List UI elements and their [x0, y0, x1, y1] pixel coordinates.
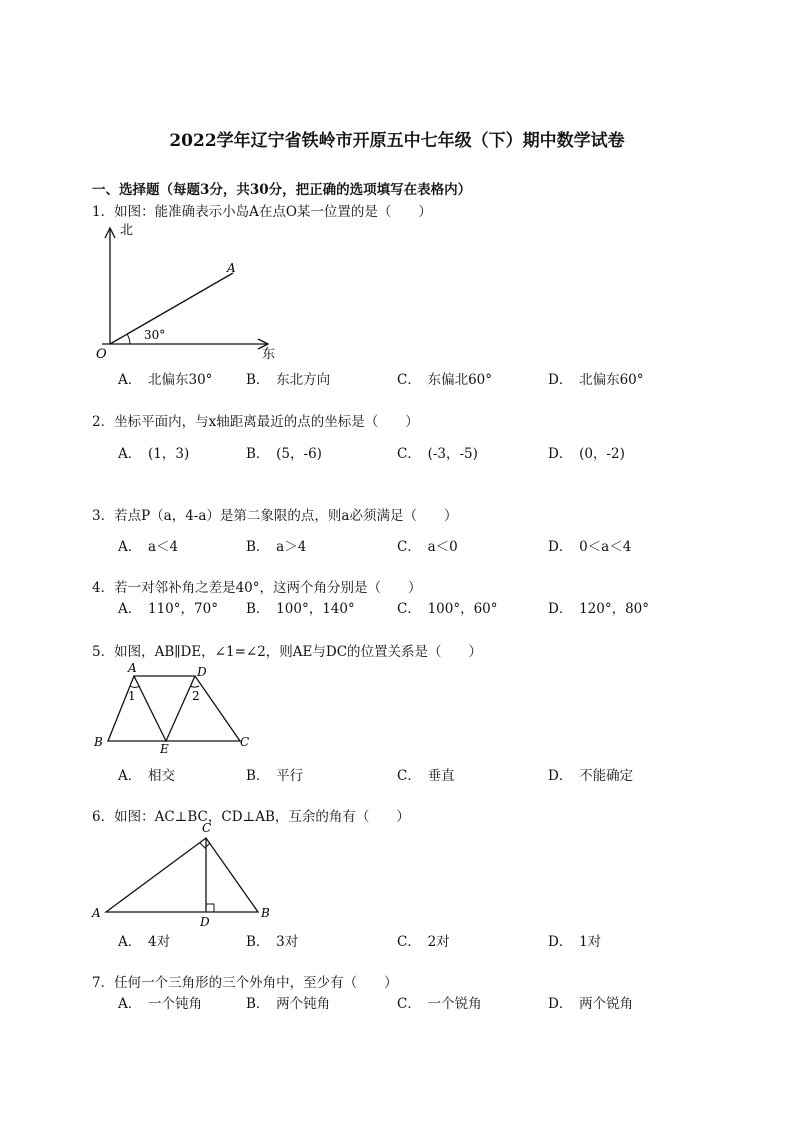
question-4-option-d: D． 120°，80° — [548, 601, 650, 617]
question-5-option-b: B． 平行 — [246, 768, 304, 784]
question-5-option-c: C． 垂直 — [397, 768, 455, 784]
label-c: C — [202, 821, 212, 835]
question-6-option-b: B． 3对 — [246, 934, 299, 950]
label-c: C — [240, 735, 250, 749]
question-7-option-c: C． 一个锐角 — [397, 996, 482, 1012]
question-2-text: 2．坐标平面内，与x轴距离最近的点的坐标是（ ） — [92, 414, 419, 430]
question-6-option-d: D． 1对 — [548, 934, 602, 950]
angle-label: 30° — [144, 328, 166, 342]
origin-label: O — [96, 347, 107, 362]
label-b: B — [261, 906, 270, 920]
question-7-option-a: A． 一个钝角 — [118, 996, 202, 1012]
question-5-option-d: D． 不能确定 — [548, 768, 634, 784]
label-d: D — [200, 915, 210, 929]
question-6-option-a: A． 4对 — [118, 934, 171, 950]
question-4-option-c: C． 100°，60° — [397, 601, 498, 617]
question-4-option-b: B． 100°，140° — [246, 601, 355, 617]
label-a: A — [128, 661, 137, 675]
question-1-text: 1．如图：能准确表示小岛A在点O某一位置的是（ ） — [92, 204, 432, 220]
question-2-option-d: D． (0，-2) — [548, 446, 625, 462]
label-b: B — [94, 735, 103, 749]
north-label: 北 — [120, 223, 134, 238]
east-label: 东 — [262, 347, 276, 362]
question-2-option-c: C． (-3，-5) — [397, 446, 478, 462]
figure-parallel-lines — [90, 660, 260, 756]
question-3-option-c: C． a＜0 — [397, 539, 458, 555]
angle-2-arc — [190, 686, 199, 687]
triangle-abc — [106, 838, 258, 912]
question-4-option-a: A． 110°，70° — [118, 601, 218, 617]
label-a: A — [92, 906, 101, 920]
angle-arc — [127, 334, 130, 344]
figure-compass-direction — [90, 222, 290, 364]
question-7-option-b: B． 两个钝角 — [246, 996, 331, 1012]
question-1-option-d: D． 北偏东60° — [548, 372, 644, 388]
question-1-option-b: B． 东北方向 — [246, 372, 331, 388]
question-1-option-a: A． 北偏东30° — [118, 372, 213, 388]
question-6-option-c: C． 2对 — [397, 934, 450, 950]
point-a-label: A — [227, 261, 236, 275]
question-3-text: 3．若点P（a，4-a）是第二象限的点，则a必须满足（ ） — [92, 508, 458, 524]
question-4-text: 4．若一对邻补角之差是40°，这两个角分别是（ ） — [92, 580, 422, 596]
label-angle-1: 1 — [128, 689, 136, 703]
label-angle-2: 2 — [192, 689, 200, 703]
label-e: E — [160, 742, 169, 756]
question-2-option-a: A． (1，3) — [118, 446, 190, 462]
question-7-text: 7．任何一个三角形的三个外角中，至少有（ ） — [92, 975, 398, 991]
question-6-text: 6．如图：AC⊥BC，CD⊥AB，互余的角有（ ） — [92, 809, 410, 825]
question-7-option-d: D． 两个锐角 — [548, 996, 634, 1012]
question-1-option-c: C． 东偏北60° — [397, 372, 493, 388]
angle-1-arc — [130, 686, 140, 687]
question-5-option-a: A． 相交 — [118, 768, 175, 784]
figure-right-triangle — [90, 820, 280, 930]
ray-oa — [110, 273, 233, 344]
figure-5-lines — [108, 676, 240, 741]
label-d: D — [197, 665, 207, 679]
question-3-option-a: A． a＜4 — [118, 539, 179, 555]
right-angle-d — [206, 904, 214, 912]
section-heading: 一、选择题（每题3分，共30分，把正确的选项填写在表格内） — [92, 182, 472, 198]
right-angle-c — [200, 843, 210, 848]
question-3-option-b: B． a＞4 — [246, 539, 307, 555]
page-title: 2022学年辽宁省铁岭市开原五中七年级（下）期中数学试卷 — [169, 131, 625, 151]
question-2-option-b: B． (5，-6) — [246, 446, 322, 462]
question-3-option-d: D． 0＜a＜4 — [548, 539, 632, 555]
question-5-text: 5．如图，AB∥DE，∠1=∠2，则AE与DC的位置关系是（ ） — [92, 644, 483, 660]
